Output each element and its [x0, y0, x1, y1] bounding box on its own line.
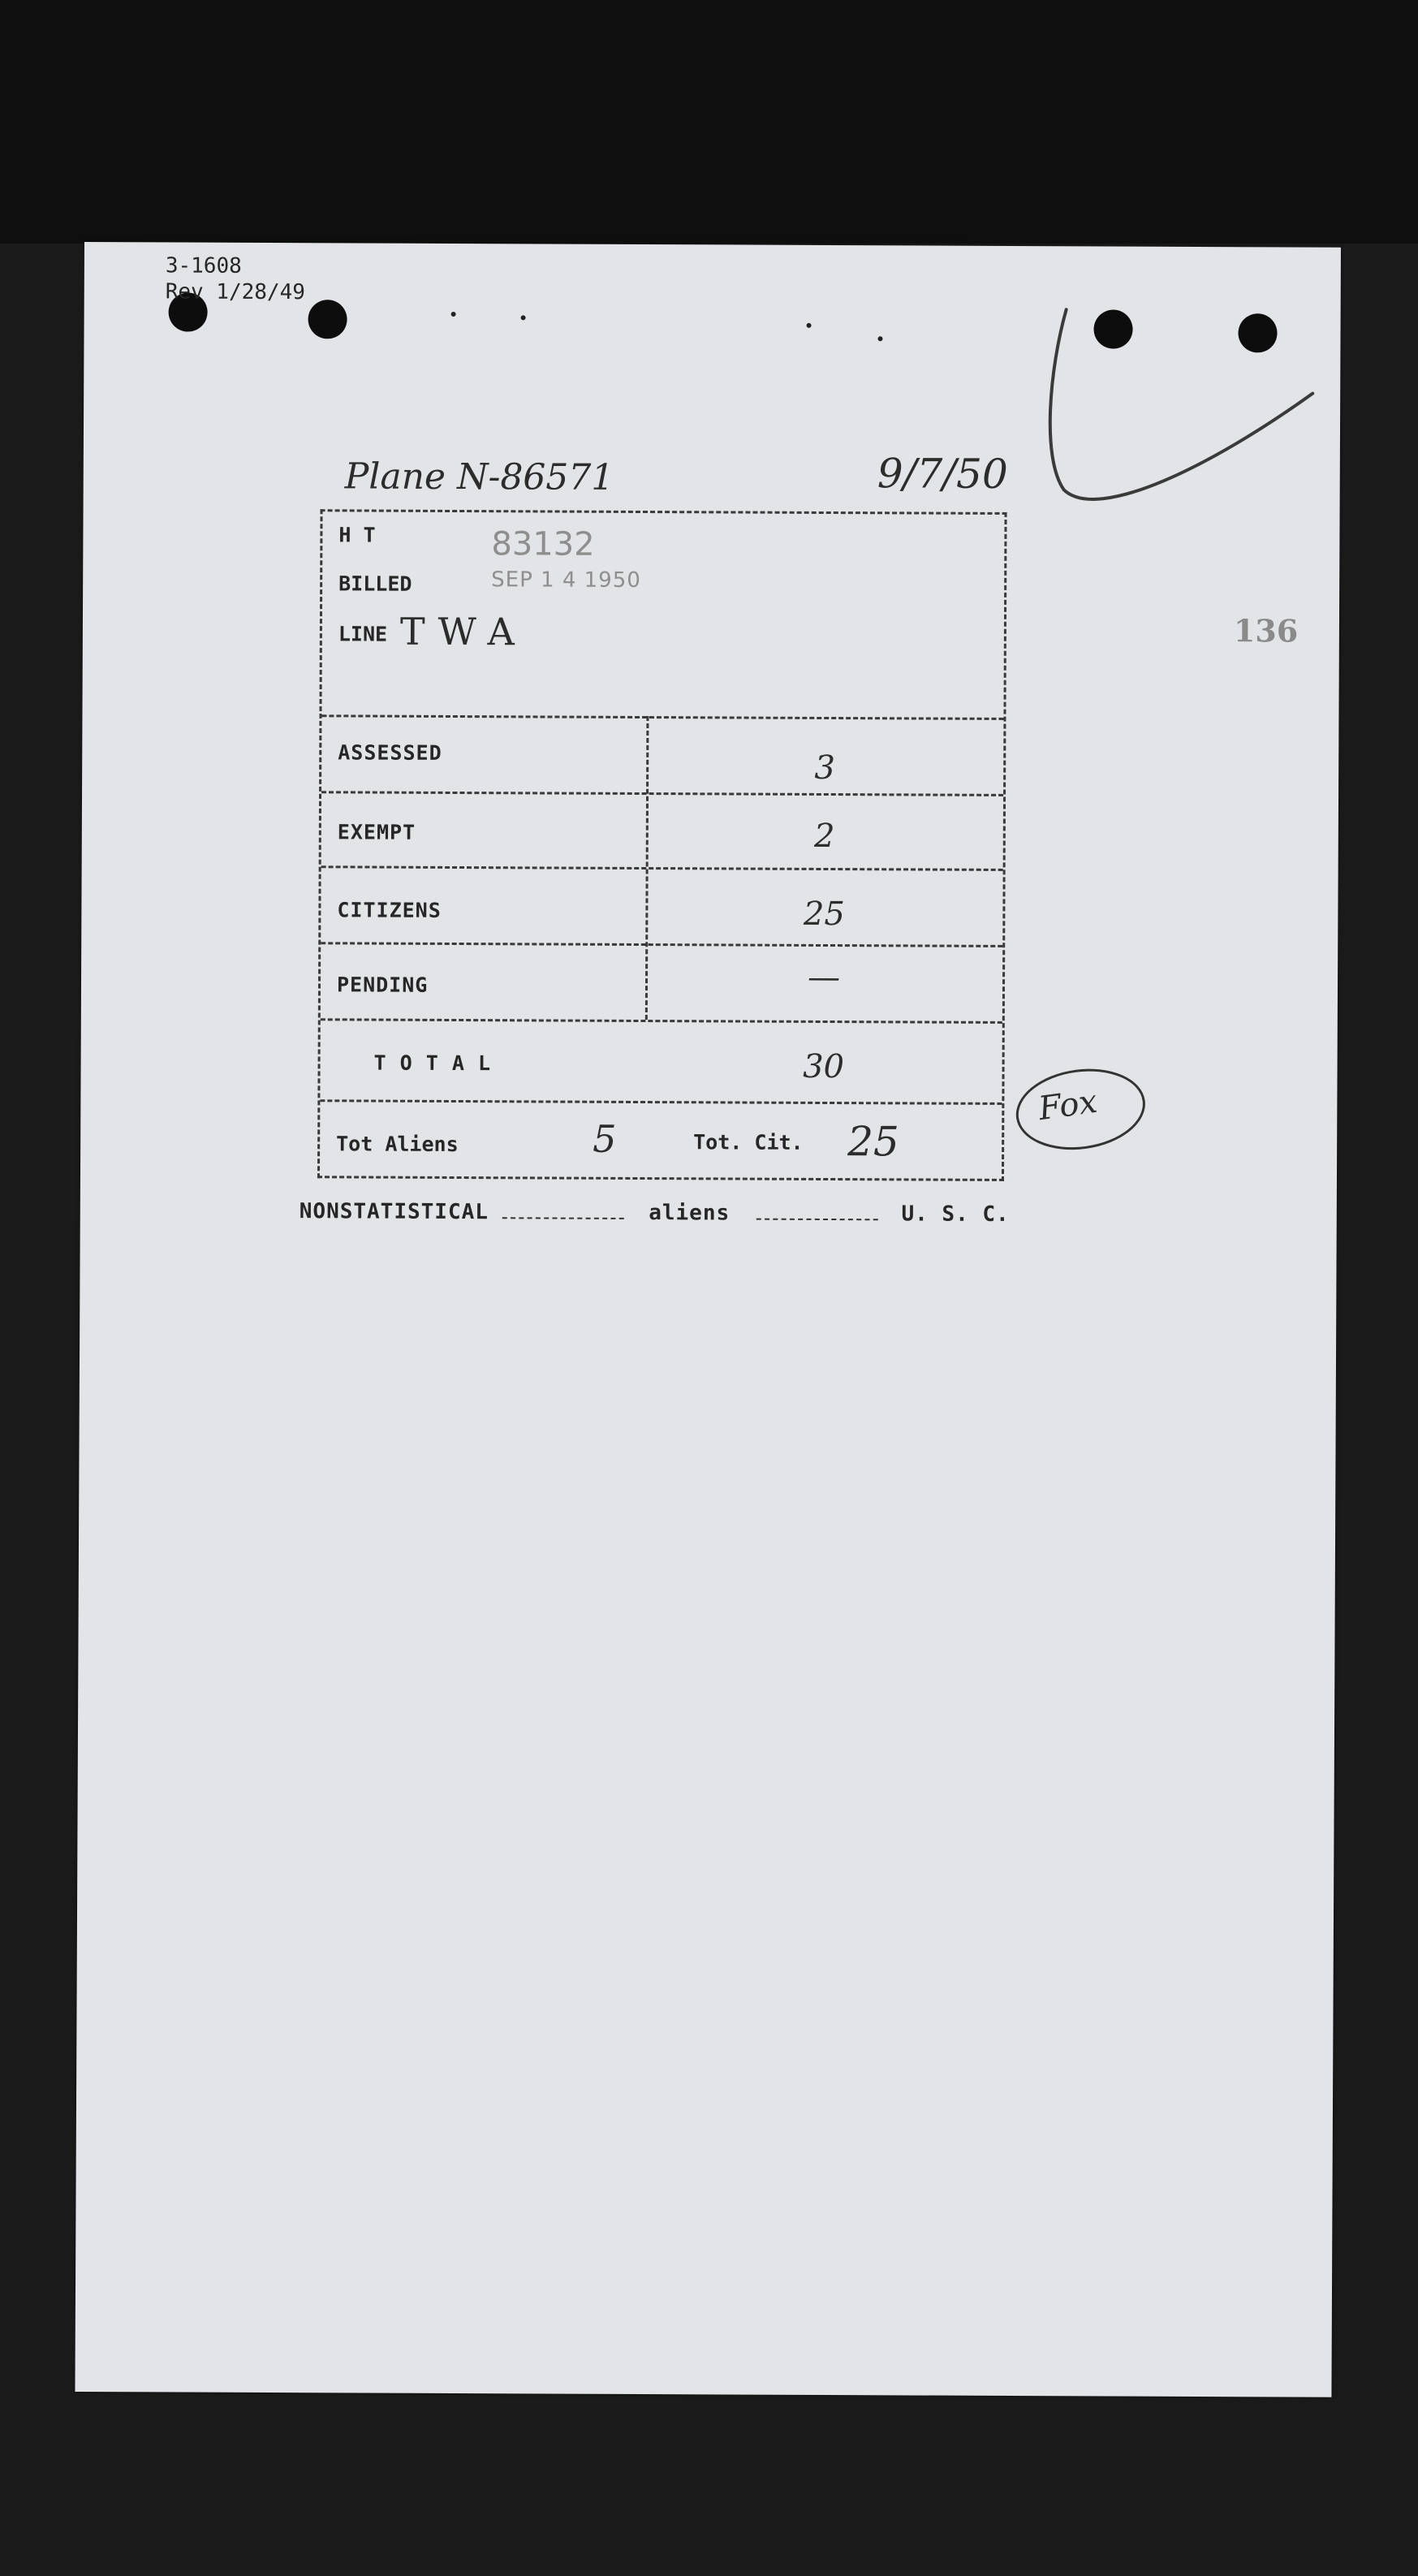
assessed-label: ASSESSED — [338, 740, 442, 765]
citizens-value: 25 — [803, 895, 845, 934]
form-date: 9/7/50 — [877, 450, 1008, 498]
document-card — [75, 242, 1341, 2397]
speck-mark — [807, 323, 812, 328]
initials-circle — [1011, 1061, 1150, 1158]
punch-hole — [308, 300, 347, 339]
usc-label: U. S. C. — [901, 1202, 1010, 1227]
divider — [321, 1018, 1002, 1024]
line-label: LINE — [338, 622, 388, 646]
exempt-label: EXEMPT — [337, 820, 416, 844]
tot-aliens-value: 5 — [593, 1116, 617, 1161]
form-number: 3-1608 — [165, 253, 242, 278]
nonstatistical-blank — [502, 1217, 624, 1219]
line-value: TWA — [399, 609, 528, 654]
check-mark-icon — [1041, 303, 1317, 531]
nonstatistical-line — [300, 1199, 1010, 1227]
plane-number: Plane N-86571 — [344, 455, 614, 498]
dark-border — [0, 0, 1418, 244]
divider — [320, 1099, 1002, 1105]
total-value: 30 — [803, 1047, 845, 1086]
form-revision: Rev 1/28/49 — [165, 279, 305, 305]
citizens-label: CITIZENS — [337, 898, 442, 922]
divider — [321, 942, 1002, 947]
ht-label: H T — [338, 523, 376, 547]
billed-label: BILLED — [338, 572, 412, 596]
passenger-tally-form — [317, 509, 1007, 1181]
ht-number-stamp: 83132 — [491, 525, 595, 563]
total-label: T O T A L — [373, 1051, 492, 1076]
assessed-value: 3 — [814, 749, 836, 787]
pending-value: — — [807, 958, 841, 997]
pending-label: PENDING — [336, 973, 429, 997]
divider — [321, 714, 1003, 720]
speck-mark — [877, 336, 882, 341]
speck-mark — [521, 315, 526, 320]
billed-date-stamp: SEP 1 4 1950 — [491, 567, 641, 593]
aliens-label: aliens — [649, 1201, 731, 1226]
exempt-value: 2 — [813, 817, 835, 856]
tot-cit-value: 25 — [847, 1118, 899, 1166]
aliens-blank — [756, 1219, 878, 1221]
divider — [321, 791, 1003, 796]
initials: Fox — [1036, 1082, 1100, 1128]
tot-aliens-label: Tot Aliens — [336, 1132, 459, 1157]
tot-cit-label: Tot. Cit. — [693, 1130, 804, 1154]
speck-mark — [451, 312, 456, 317]
page-number: 136 — [1233, 612, 1299, 649]
nonstatistical-label: NONSTATISTICAL — [299, 1199, 489, 1225]
divider — [321, 865, 1003, 871]
